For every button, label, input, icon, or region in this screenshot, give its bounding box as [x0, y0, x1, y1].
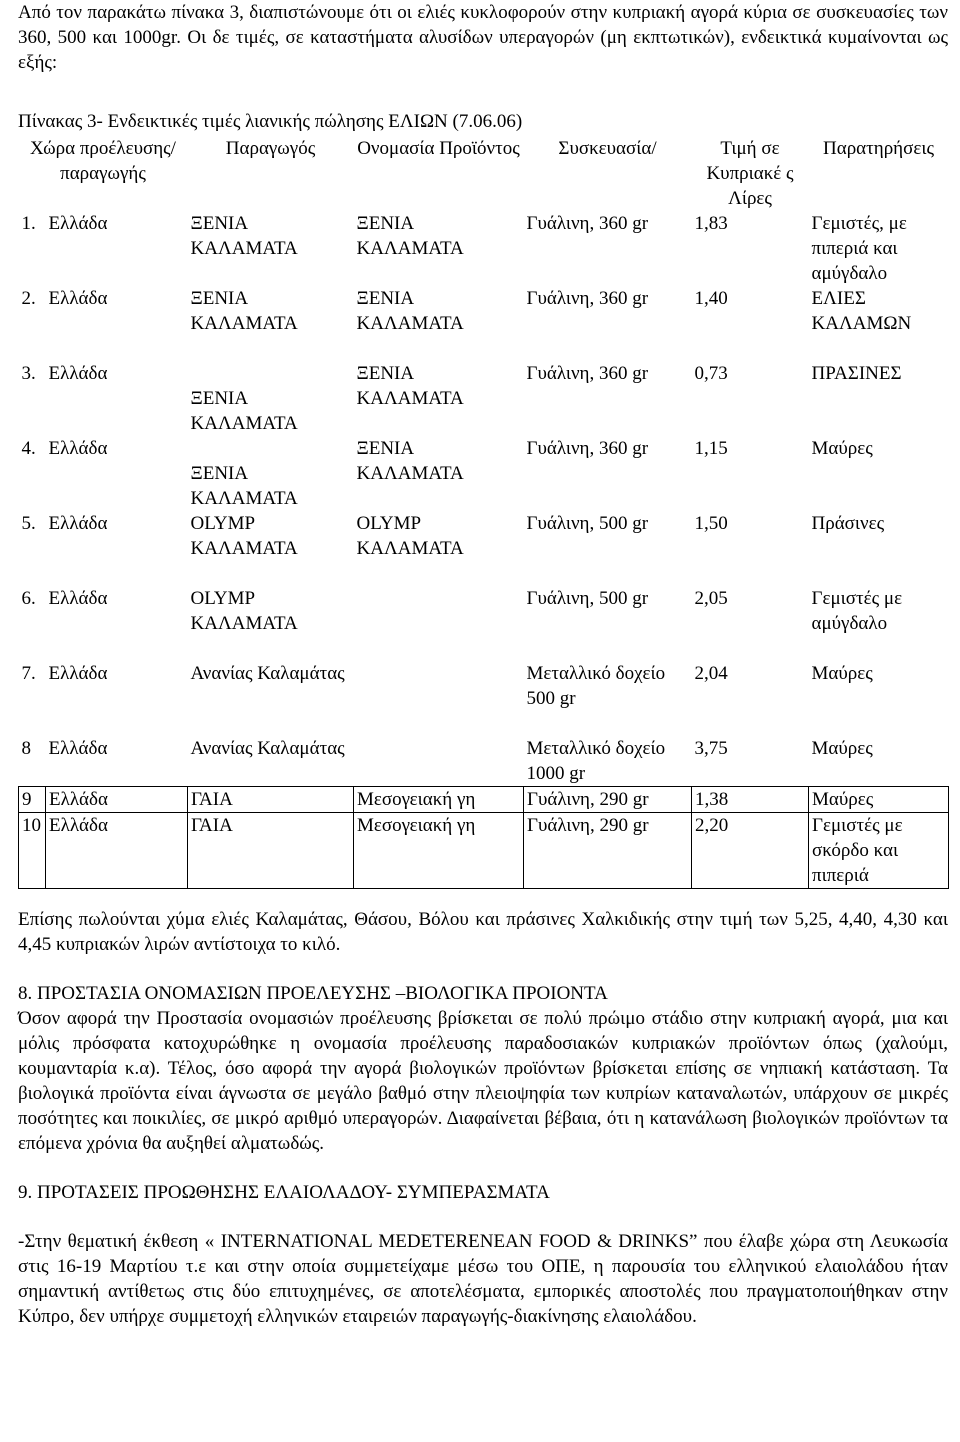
- document-page: [18, 0, 948, 1329]
- cell-price: 1,83: [694, 213, 728, 234]
- cell-price: 3,75: [694, 738, 728, 759]
- cell-notes: Γεμιστές με σκόρδο και πιπεριά: [809, 813, 949, 889]
- section-9-title: 9. ΠΡΟΤΑΣΕΙΣ ΠΡΟΩΘΗΣΗΣ ΕΛΑΙΟΛΑΔΟΥ- ΣΥΜΠΕΡΑΣΜΑΤΑ: [18, 1182, 550, 1203]
- table-spacer: [19, 336, 949, 361]
- cell-package: Γυάλινη, 360 gr: [526, 363, 649, 384]
- cell-price: 0,73: [694, 363, 728, 384]
- cell-product: [354, 736, 524, 787]
- cell-package: Μεταλλικό δοχείο 1000 gr: [526, 738, 666, 784]
- cell-notes: Μαύρες: [811, 738, 873, 759]
- cell-product: ΞΕΝΙΑ ΚΑΛΑΜΑΤΑ: [356, 438, 464, 484]
- cell-country: Ελλάδα: [48, 588, 108, 609]
- cell-package: Γυάλινη, 500 gr: [526, 588, 649, 609]
- row-number: 1.: [21, 213, 36, 234]
- cell-product: OLYMP ΚΑΛΑΜΑΤΑ: [356, 513, 464, 559]
- cell-notes: Γεμιστές με αμύγδαλο: [811, 588, 903, 634]
- cell-package: Γυάλινη, 290 gr: [524, 813, 692, 889]
- table-row: [19, 361, 949, 436]
- table-row: [19, 211, 949, 286]
- cell-producer: Ανανίας Καλαμάτας: [190, 663, 345, 684]
- intro-paragraph: Από τον παρακάτω πίνακα 3, διαπιστώνουμε ότι οι ελιές κυκλοφορούν στην κυπριακή αγορά κύρια σε συσκευασίες των 360, 500 και 1000gr. Οι δε τιμές, σε καταστήματα αλυσίδων υπεραγορών (μη εκπτωτικών), ενδεικτικά κυμαίνονται ως εξής:: [18, 2, 948, 73]
- cell-producer: ΞΕΝΙΑ ΚΑΛΑΜΑΤΑ: [190, 288, 298, 334]
- row-number: 2.: [21, 288, 36, 309]
- row-number: 5.: [21, 513, 36, 534]
- cell-producer: ΓΑΙΑ: [188, 787, 354, 813]
- cell-country: Ελλάδα: [48, 663, 108, 684]
- cell-package: Μεταλλικό δοχείο 500 gr: [526, 663, 666, 709]
- cell-price: 1,50: [694, 513, 728, 534]
- cell-country: Ελλάδα: [48, 288, 108, 309]
- cell-price: 1,15: [694, 438, 728, 459]
- header-package: Συσκευασία/: [558, 138, 657, 159]
- table-caption: Πίνακας 3- Ενδεικτικές τιμές λιανικής πώλησης ΕΛΙΩΝ (7.06.06): [18, 111, 523, 132]
- cell-producer: ΞΕΝΙΑ ΚΑΛΑΜΑΤΑ: [190, 213, 298, 259]
- cell-country: Ελλάδα: [48, 513, 108, 534]
- cell-package: Γυάλινη, 360 gr: [526, 438, 649, 459]
- table-row: [19, 813, 949, 889]
- cell-producer: OLYMP ΚΑΛΑΜΑΤΑ: [190, 588, 298, 634]
- header-product: Ονομασία Προϊόντος: [357, 138, 520, 159]
- cell-product: [354, 661, 524, 711]
- cell-notes: Μαύρες: [811, 663, 873, 684]
- cell-producer: ΞΕΝΙΑ ΚΑΛΑΜΑΤΑ: [190, 388, 298, 434]
- table-header-row: [19, 136, 949, 211]
- cell-price: 2,20: [692, 813, 809, 889]
- section-8-body: Όσον αφορά την Προστασία ονομασιών προέλευσης βρίσκεται σε πολύ πρώιμο στάδιο στην κυπριακή αγορά, μια και μόλις πρόσφατα κατοχυρώθηκε η ονομασία προέλευσης παραδοσιακών κυπριακών προϊόντων όπως (χαλούμι, κουμανταρία κ.α). Τέλος, όσο αφορά την αγορά βιολογικών προϊόντων βρίσκεται επίσης σε νηπιακή κατάσταση. Τα βιολογικά προϊόντα είναι άγνωστα σε μεγάλο βαθμό στην πλειοψηφία των κυπρίων καταναλωτών, υπάρχουν σε μικρές ποσότητες και ποικιλίες, σε μικρό αριθμό υπεραγορών. Διαφαίνεται βέβαια, ότι η κατανάλωση βιολογικών προϊόντων τα επόμενα χρόνια θα αυξηθεί αλματωδώς.: [18, 1008, 948, 1154]
- table-row: [19, 286, 949, 336]
- table-row: [19, 661, 949, 711]
- cell-country: Ελλάδα: [48, 213, 108, 234]
- cell-producer: Ανανίας Καλαμάτας: [190, 738, 345, 759]
- table-row: [19, 787, 949, 813]
- cell-producer: ΓΑΙΑ: [188, 813, 354, 889]
- cell-product: [354, 586, 524, 636]
- cell-product: ΞΕΝΙΑ ΚΑΛΑΜΑΤΑ: [356, 363, 464, 409]
- cell-price: 2,05: [694, 588, 728, 609]
- cell-package: Γυάλινη, 360 gr: [526, 213, 649, 234]
- row-number: 7.: [21, 663, 36, 684]
- row-number: 3.: [21, 363, 36, 384]
- section-9-body: -Στην θεματική έκθεση « INTERNATIONAL MEDETERENEAN FOOD & DRINKS” που έλαβε χώρα στη Λευκωσία στις 16-19 Μαρτίου τ.ε και στην οποία συμμετείχαμε μέσω του ΟΠΕ, η παρουσία του ελληνικού ελαιολάδου ήταν σημαντική αντίθετως στις δύο επιτυχημένες, σε αποτελέσματα, εμπορικές αποστολές που πραγματοποιήθηκαν στην Κύπρο, δεν υπήρχε συμμετοχή ελληνικών εταιρειών παραγωγής-διακίνησης ελαιολάδου.: [18, 1231, 948, 1327]
- cell-price: 1,38: [692, 787, 809, 813]
- cell-package: Γυάλινη, 360 gr: [526, 288, 649, 309]
- table-row: [19, 436, 949, 511]
- cell-product: ΞΕΝΙΑ ΚΑΛΑΜΑΤΑ: [356, 288, 464, 334]
- cell-notes: Γεμιστές, με πιπεριά και αμύγδαλο: [811, 213, 907, 284]
- header-producer: Παραγωγός: [225, 138, 316, 159]
- cell-notes: Πράσινες: [811, 513, 885, 534]
- table-row: [19, 736, 949, 787]
- cell-notes: Μαύρες: [811, 438, 873, 459]
- table-row: [19, 586, 949, 636]
- table-spacer: [19, 561, 949, 586]
- cell-product: Μεσογειακή γη: [354, 813, 524, 889]
- section-8-title: 8. ΠΡΟΣΤΑΣΙΑ ΟΝΟΜΑΣΙΩΝ ΠΡΟΕΛΕΥΣΗΣ –ΒΙΟΛΟΓΙΚΑ ΠΡΟΙΟΝΤΑ: [18, 983, 608, 1004]
- price-table: [18, 136, 949, 889]
- cell-notes: ΕΛΙΕΣ ΚΑΛΑΜΩΝ: [811, 288, 912, 334]
- row-number: 9: [19, 787, 46, 813]
- cell-producer: OLYMP ΚΑΛΑΜΑΤΑ: [190, 513, 298, 559]
- header-country: Χώρα προέλευσης/ παραγωγής: [30, 138, 176, 184]
- cell-notes: Μαύρες: [809, 787, 949, 813]
- table-spacer: [19, 636, 949, 661]
- header-price: Τιμή σε Κυπριακέ ς Λίρες: [706, 138, 794, 209]
- cell-package: Γυάλινη, 500 gr: [526, 513, 649, 534]
- table-spacer: [19, 711, 949, 736]
- row-number: 4.: [21, 438, 36, 459]
- cell-country: Ελλάδα: [48, 363, 108, 384]
- cell-product: ΞΕΝΙΑ ΚΑΛΑΜΑΤΑ: [356, 213, 464, 259]
- cell-country: Ελλάδα: [48, 438, 108, 459]
- row-number: 6.: [21, 588, 36, 609]
- cell-country: Ελλάδα: [46, 787, 188, 813]
- cell-producer: ΞΕΝΙΑ ΚΑΛΑΜΑΤΑ: [190, 463, 298, 509]
- cell-price: 1,40: [694, 288, 728, 309]
- cell-price: 2,04: [694, 663, 728, 684]
- cell-country: Ελλάδα: [48, 738, 108, 759]
- cell-product: Μεσογειακή γη: [354, 787, 524, 813]
- cell-package: Γυάλινη, 290 gr: [524, 787, 692, 813]
- cell-notes: ΠΡΑΣΙΝΕΣ: [811, 363, 902, 384]
- row-number: 10: [19, 813, 46, 889]
- header-notes: Παρατηρήσεις: [823, 138, 934, 159]
- cell-country: Ελλάδα: [46, 813, 188, 889]
- table-row: [19, 511, 949, 561]
- bulk-prices-paragraph: Επίσης πωλούνται χύμα ελιές Καλαμάτας, Θάσου, Βόλου και πράσινες Χαλκιδικής στην τιμή των 5,25, 4,40, 4,30 και 4,45 κυπριακών λιρών αντίστοιχα το κιλό.: [18, 909, 948, 955]
- row-number: 8: [21, 738, 31, 759]
